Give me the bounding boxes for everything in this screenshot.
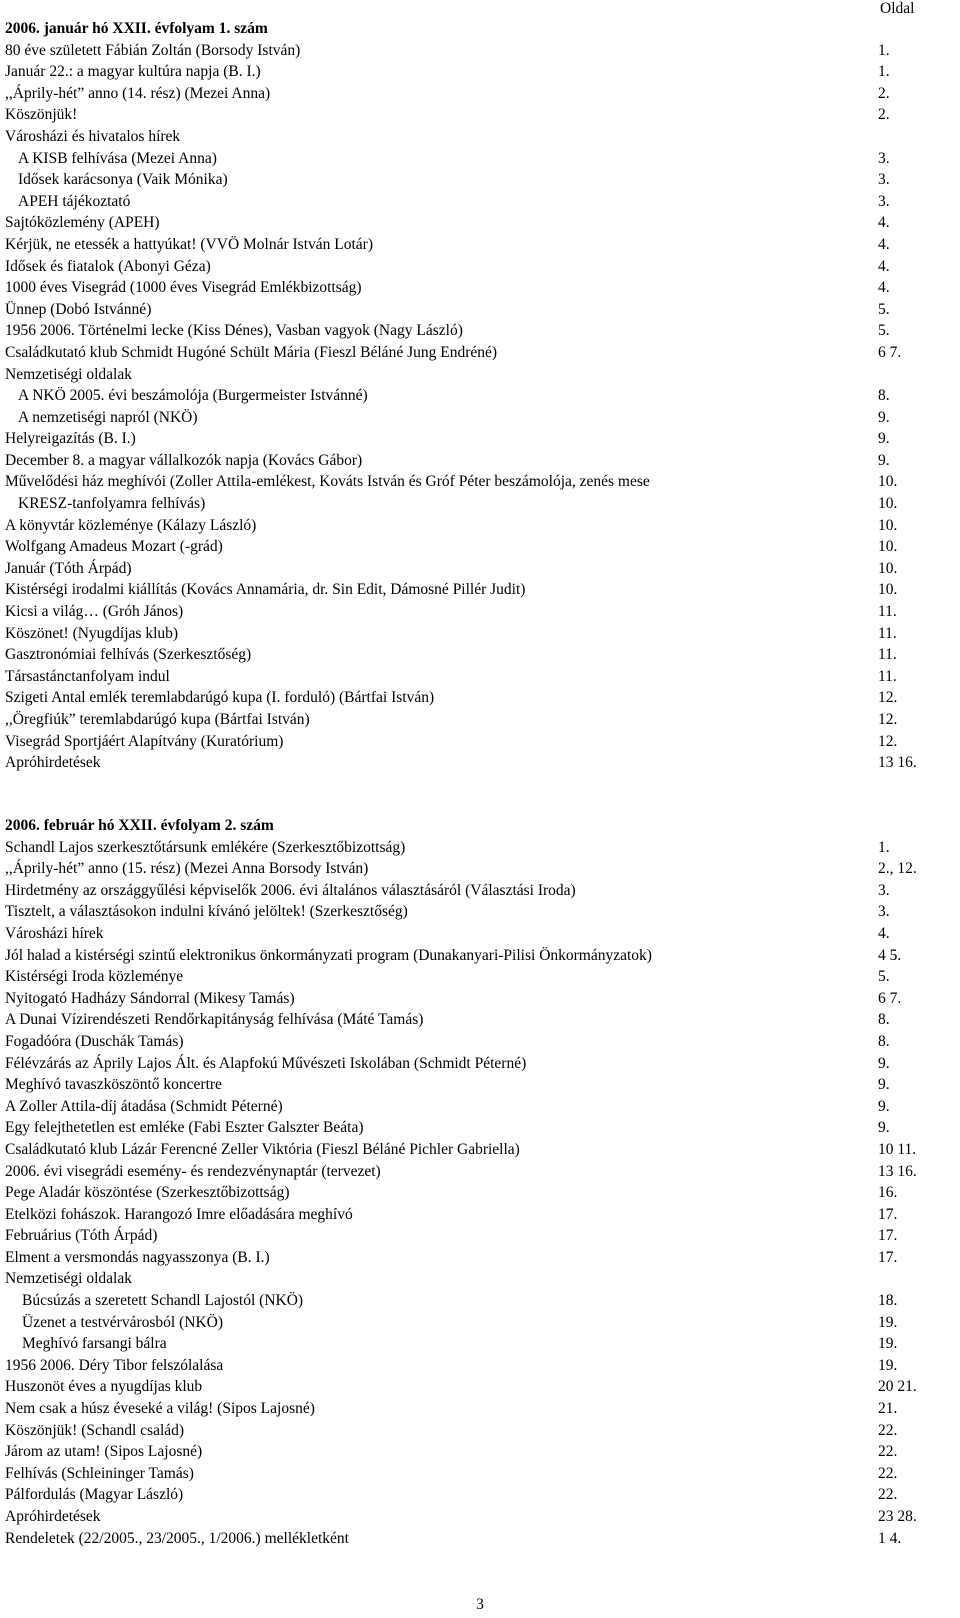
toc-page: 10. — [878, 516, 898, 534]
toc-page: 1 4. — [878, 1529, 902, 1547]
toc-page: 3. — [878, 903, 890, 921]
toc-row — [5, 148, 955, 170]
toc-row — [5, 277, 955, 299]
toc-page: 9. — [878, 408, 890, 426]
toc-title: Köszönet! (Nyugdíjas klub) — [5, 624, 179, 642]
toc-row — [5, 1031, 955, 1053]
toc-row — [5, 428, 955, 450]
toc-page: 4. — [878, 257, 890, 275]
toc-page: 9. — [878, 430, 890, 448]
toc-page: 19. — [878, 1356, 898, 1374]
toc-row — [5, 1139, 955, 1161]
toc-page: 6 7. — [878, 989, 902, 1007]
toc-title: Gasztronómiai felhívás (Szerkesztőség) — [5, 646, 252, 664]
toc-title: Családkutató klub Schmidt Hugóné Schült Mária (Fieszl Béláné Jung Endréné) — [5, 343, 498, 361]
toc-row — [5, 40, 955, 62]
issue-2-contents — [5, 815, 955, 1549]
toc-row — [5, 1398, 955, 1420]
toc-row — [5, 731, 955, 753]
toc-title: Ünnep (Dobó Istvánné) — [5, 300, 152, 318]
toc-title: A NKÖ 2005. évi beszámolója (Burgermeister Istvánné) — [18, 387, 368, 405]
toc-title: Februárius (Tóth Árpád) — [5, 1227, 158, 1245]
toc-page: 10. — [878, 473, 898, 491]
toc-title: Pege Aladár köszöntése (Szerkesztőbizottság) — [5, 1184, 290, 1202]
toc-title: Egy felejthetetlen est emléke (Fabi Eszter Galszter Beáta) — [5, 1119, 364, 1137]
toc-row — [5, 342, 955, 364]
toc-row — [5, 407, 955, 429]
toc-page: 22. — [878, 1421, 898, 1439]
toc-row — [5, 1009, 955, 1031]
toc-title: Jól halad a kistérségi szintű elektronikus önkormányzati program (Dunakanyari-Pilisi Önkormányzatok) — [5, 946, 652, 964]
toc-title: Művelődési ház meghívói (Zoller Attila-emlékest, Kováts István és Gróf Péter beszámolója, zenés mese — [5, 473, 650, 491]
toc-row — [5, 1204, 955, 1226]
toc-title: December 8. a magyar vállalkozók napja (Kovács Gábor) — [5, 451, 363, 469]
toc-title: Társastánctanfolyam indul — [5, 667, 170, 685]
toc-page: 3. — [878, 192, 890, 210]
toc-page: 20 21. — [878, 1378, 917, 1396]
toc-title: Január 22.: a magyar kultúra napja (B. I.) — [5, 63, 261, 81]
toc-title: Meghívó farsangi bálra — [22, 1335, 167, 1353]
toc-row — [5, 666, 955, 688]
toc-page: 2., 12. — [878, 860, 917, 878]
toc-page: 13 16. — [878, 754, 917, 772]
toc-page: 23 28. — [878, 1508, 917, 1525]
toc-row — [5, 966, 955, 988]
toc-title: Idősek karácsonya (Vaik Mónika) — [18, 171, 228, 189]
toc-title: A Zoller Attila-díj átadása (Schmidt Péterné) — [5, 1097, 283, 1115]
toc-row — [5, 191, 955, 213]
toc-row — [5, 234, 955, 256]
toc-row — [5, 1463, 955, 1485]
toc-title: Január (Tóth Árpád) — [5, 559, 132, 577]
issue-1-contents — [5, 18, 955, 774]
toc-page: 3. — [878, 149, 890, 167]
toc-row — [5, 1484, 955, 1506]
toc-page: 22. — [878, 1464, 898, 1482]
toc-title: Meghívó tavaszköszöntő koncertre — [5, 1076, 222, 1094]
toc-page: 1. — [878, 838, 890, 856]
toc-title: APEH tájékoztató — [18, 192, 131, 210]
toc-title: A Dunai Vízirendészeti Rendőrkapitányság felhívása (Máté Tamás) — [5, 1011, 424, 1029]
toc-title: Kicsi a világ… (Gróh János) — [5, 603, 184, 621]
toc-row — [5, 299, 955, 321]
toc-title: Kistérségi Iroda közleménye — [5, 968, 184, 986]
toc-title: Felhívás (Schleininger Tamás) — [5, 1464, 194, 1482]
toc-title: Elment a versmondás nagyasszonya (B. I.) — [5, 1248, 270, 1266]
toc-page: 8. — [878, 1032, 890, 1050]
toc-title: 1000 éves Visegrád (1000 éves Visegrád Emlékbizottság) — [5, 279, 362, 297]
toc-page: 1. — [878, 41, 890, 59]
toc-page: 17. — [878, 1205, 898, 1223]
toc-title: Tisztelt, a választásokon indulni kívánó jelöltek! (Szerkesztőség) — [5, 903, 408, 921]
toc-row — [5, 880, 955, 902]
toc-page: 8. — [878, 1011, 890, 1029]
issue-heading — [5, 815, 955, 837]
toc-title: Etelközi fohászok. Harangozó Imre előadására meghívó — [5, 1205, 353, 1223]
toc-title: Wolfgang Amadeus Mozart (-grád) — [5, 538, 223, 556]
toc-page: 12. — [878, 711, 898, 728]
toc-page: 18. — [878, 1292, 898, 1310]
issue-heading — [5, 18, 955, 40]
toc-page: 13 16. — [878, 1162, 917, 1180]
toc-page: 8. — [878, 387, 890, 405]
toc-page: 4. — [878, 235, 890, 253]
toc-page: 11. — [878, 624, 897, 642]
toc-row — [5, 493, 955, 515]
toc-page: 10. — [878, 559, 898, 577]
toc-title: Köszönjük! (Schandl család) — [5, 1421, 185, 1439]
toc-page: 9. — [878, 1097, 890, 1115]
toc-row — [5, 126, 955, 148]
toc-page: 4. — [878, 924, 890, 942]
toc-row — [5, 1074, 955, 1096]
toc-row — [5, 601, 955, 623]
toc-page: 17. — [878, 1227, 898, 1245]
toc-row — [5, 364, 955, 386]
toc-row — [5, 1182, 955, 1204]
toc-title: Apróhirdetések — [5, 1508, 101, 1525]
toc-row — [5, 1161, 955, 1183]
toc-row — [5, 471, 955, 493]
toc-row — [5, 858, 955, 880]
toc-row — [5, 83, 955, 105]
toc-title: 2006. évi visegrádi esemény- és rendezvénynaptár (tervezet) — [5, 1162, 381, 1180]
toc-page: 3. — [878, 171, 890, 189]
toc-page: 22. — [878, 1443, 898, 1461]
toc-title: Nemzetiségi oldalak — [5, 1270, 132, 1288]
toc-title: Félévzárás az Áprily Lajos Ált. és Alapfokú Művészeti Iskolában (Schmidt Péterné) — [5, 1054, 527, 1072]
toc-title: Hirdetmény az országgyűlési képviselők 2006. évi általános választásáról (Választási Iroda) — [5, 881, 576, 899]
toc-page: 16. — [878, 1184, 898, 1202]
toc-title: Búcsúzás a szeretett Schandl Lajostól (NKÖ) — [22, 1292, 304, 1310]
toc-page: 11. — [878, 646, 897, 664]
toc-page: 11. — [878, 603, 897, 621]
toc-page: 9. — [878, 1119, 890, 1137]
toc-title: Családkutató klub Lázár Ferencné Zeller Viktória (Fieszl Béláné Pichler Gabriella) — [5, 1140, 520, 1158]
toc-row — [5, 1096, 955, 1118]
toc-title: ,,Áprily-hét” anno (14. rész) (Mezei Anna) — [5, 84, 271, 102]
toc-row — [5, 901, 955, 923]
toc-row — [5, 1376, 955, 1398]
toc-row — [5, 61, 955, 83]
toc-row — [5, 1247, 955, 1269]
toc-title: Pálfordulás (Magyar László) — [5, 1486, 184, 1504]
toc-row — [5, 1441, 955, 1463]
toc-row — [5, 169, 955, 191]
toc-page: 6 7. — [878, 343, 902, 361]
page-number: 3 — [476, 1596, 484, 1613]
toc-title: A nemzetiségi napról (NKÖ) — [18, 408, 198, 426]
toc-page: 10. — [878, 581, 898, 599]
toc-page: 10. — [878, 495, 898, 513]
toc-page: 5. — [878, 968, 890, 986]
toc-title: 1956 2006. Déry Tibor felszólalása — [5, 1356, 224, 1374]
toc-row — [5, 536, 955, 558]
toc-row — [5, 1420, 955, 1442]
toc-title: Kérjük, ne etessék a hattyúkat! (VVÖ Molnár István Lotár) — [5, 235, 374, 253]
toc-page: 21. — [878, 1400, 898, 1418]
toc-row — [5, 1225, 955, 1247]
toc-row — [5, 1355, 955, 1377]
toc-page: 19. — [878, 1313, 898, 1331]
toc-title: Sajtóközlemény (APEH) — [5, 214, 160, 232]
toc-page: 4 5. — [878, 946, 902, 964]
toc-title: Idősek és fiatalok (Abonyi Géza) — [5, 257, 211, 275]
toc-page: 11. — [878, 667, 897, 685]
toc-row — [5, 385, 955, 407]
toc-row — [5, 104, 955, 126]
toc-row — [5, 320, 955, 342]
toc-page: 3. — [878, 881, 890, 899]
toc-title: ,,Öregfiúk” teremlabdarúgó kupa (Bártfai István) — [5, 711, 310, 728]
toc-row — [5, 1117, 955, 1139]
toc-row — [5, 1333, 955, 1355]
page-column-header: Oldal — [880, 0, 915, 17]
toc-page: 1. — [878, 63, 890, 81]
toc-title: A KISB felhívása (Mezei Anna) — [18, 149, 217, 167]
issue-title: 2006. február hó XXII. évfolyam 2. szám — [5, 817, 274, 834]
toc-row — [5, 1268, 955, 1290]
toc-title: 80 éve született Fábián Zoltán (Borsody István) — [5, 41, 301, 59]
toc-page: 17. — [878, 1248, 898, 1266]
toc-row — [5, 644, 955, 666]
toc-row — [5, 988, 955, 1010]
toc-page: 10. — [878, 538, 898, 556]
toc-title: ,,Áprily-hét” anno (15. rész) (Mezei Anna Borsody István) — [5, 860, 369, 878]
toc-title: Kistérségi irodalmi kiállítás (Kovács Annamária, dr. Sin Edit, Dámosné Pillér Judit) — [5, 581, 526, 599]
toc-title: A könyvtár közleménye (Kálazy László) — [5, 516, 257, 534]
toc-row — [5, 1053, 955, 1075]
toc-page: 12. — [878, 689, 898, 707]
toc-title: Nem csak a húsz éveseké a világ! (Sipos Lajosné) — [5, 1400, 315, 1418]
toc-title: Szigeti Antal emlék teremlabdarúgó kupa (I. forduló) (Bártfai István) — [5, 689, 435, 707]
toc-title: KRESZ-tanfolyamra felhívás) — [18, 495, 206, 513]
toc-title: Fogadóóra (Duschák Tamás) — [5, 1032, 184, 1050]
toc-row — [5, 945, 955, 967]
toc-row — [5, 579, 955, 601]
toc-title: Nemzetiségi oldalak — [5, 365, 132, 383]
toc-page: 19. — [878, 1335, 898, 1353]
toc-row — [5, 1506, 955, 1528]
toc-page: 2. — [878, 106, 890, 124]
toc-row — [5, 558, 955, 580]
toc-page: 4. — [878, 214, 890, 232]
toc-row — [5, 1290, 955, 1312]
toc-row — [5, 450, 955, 472]
toc-title: Apróhirdetések — [5, 754, 101, 772]
toc-row — [5, 837, 955, 859]
toc-row — [5, 623, 955, 645]
toc-page: 5. — [878, 322, 890, 340]
toc-row — [5, 212, 955, 234]
toc-page: 2. — [878, 84, 890, 102]
toc-page: 22. — [878, 1486, 898, 1504]
toc-row — [5, 1312, 955, 1334]
toc-page: 12. — [878, 732, 898, 750]
toc-title: 1956 2006. Történelmi lecke (Kiss Dénes), Vasban vagyok (Nagy László) — [5, 322, 463, 340]
toc-page: 10 11. — [878, 1140, 917, 1158]
toc-title: Nyitogató Hadházy Sándorral (Mikesy Tamás) — [5, 989, 295, 1007]
toc-row — [5, 1528, 955, 1550]
toc-title: Visegrád Sportjáért Alapítvány (Kuratórium) — [5, 732, 284, 750]
toc-title: Schandl Lajos szerkesztőtársunk emlékére (Szerkesztőbizottság) — [5, 838, 406, 856]
toc-page: 9. — [878, 451, 890, 469]
toc-row — [5, 752, 955, 774]
toc-page: 5. — [878, 300, 890, 318]
issue-title: 2006. január hó XXII. évfolyam 1. szám — [5, 20, 268, 37]
toc-row — [5, 687, 955, 709]
toc-row — [5, 923, 955, 945]
toc-row — [5, 515, 955, 537]
toc-page: 9. — [878, 1076, 890, 1094]
toc-title: Rendeletek (22/2005., 23/2005., 1/2006.) mellékletként — [5, 1529, 349, 1547]
toc-page: 9. — [878, 1054, 890, 1072]
toc-row — [5, 256, 955, 278]
toc-title: Huszonöt éves a nyugdíjas klub — [5, 1378, 203, 1396]
toc-row — [5, 709, 955, 731]
toc-title: Köszönjük! — [5, 106, 78, 124]
toc-page: 4. — [878, 279, 890, 297]
toc-title: Üzenet a testvérvárosból (NKÖ) — [22, 1313, 223, 1331]
toc-title: Helyreigazítás (B. I.) — [5, 430, 136, 448]
toc-title: Járom az utam! (Sipos Lajosné) — [5, 1443, 203, 1461]
toc-title: Városházi és hivatalos hírek — [5, 127, 181, 145]
toc-title: Városházi hírek — [5, 924, 104, 942]
